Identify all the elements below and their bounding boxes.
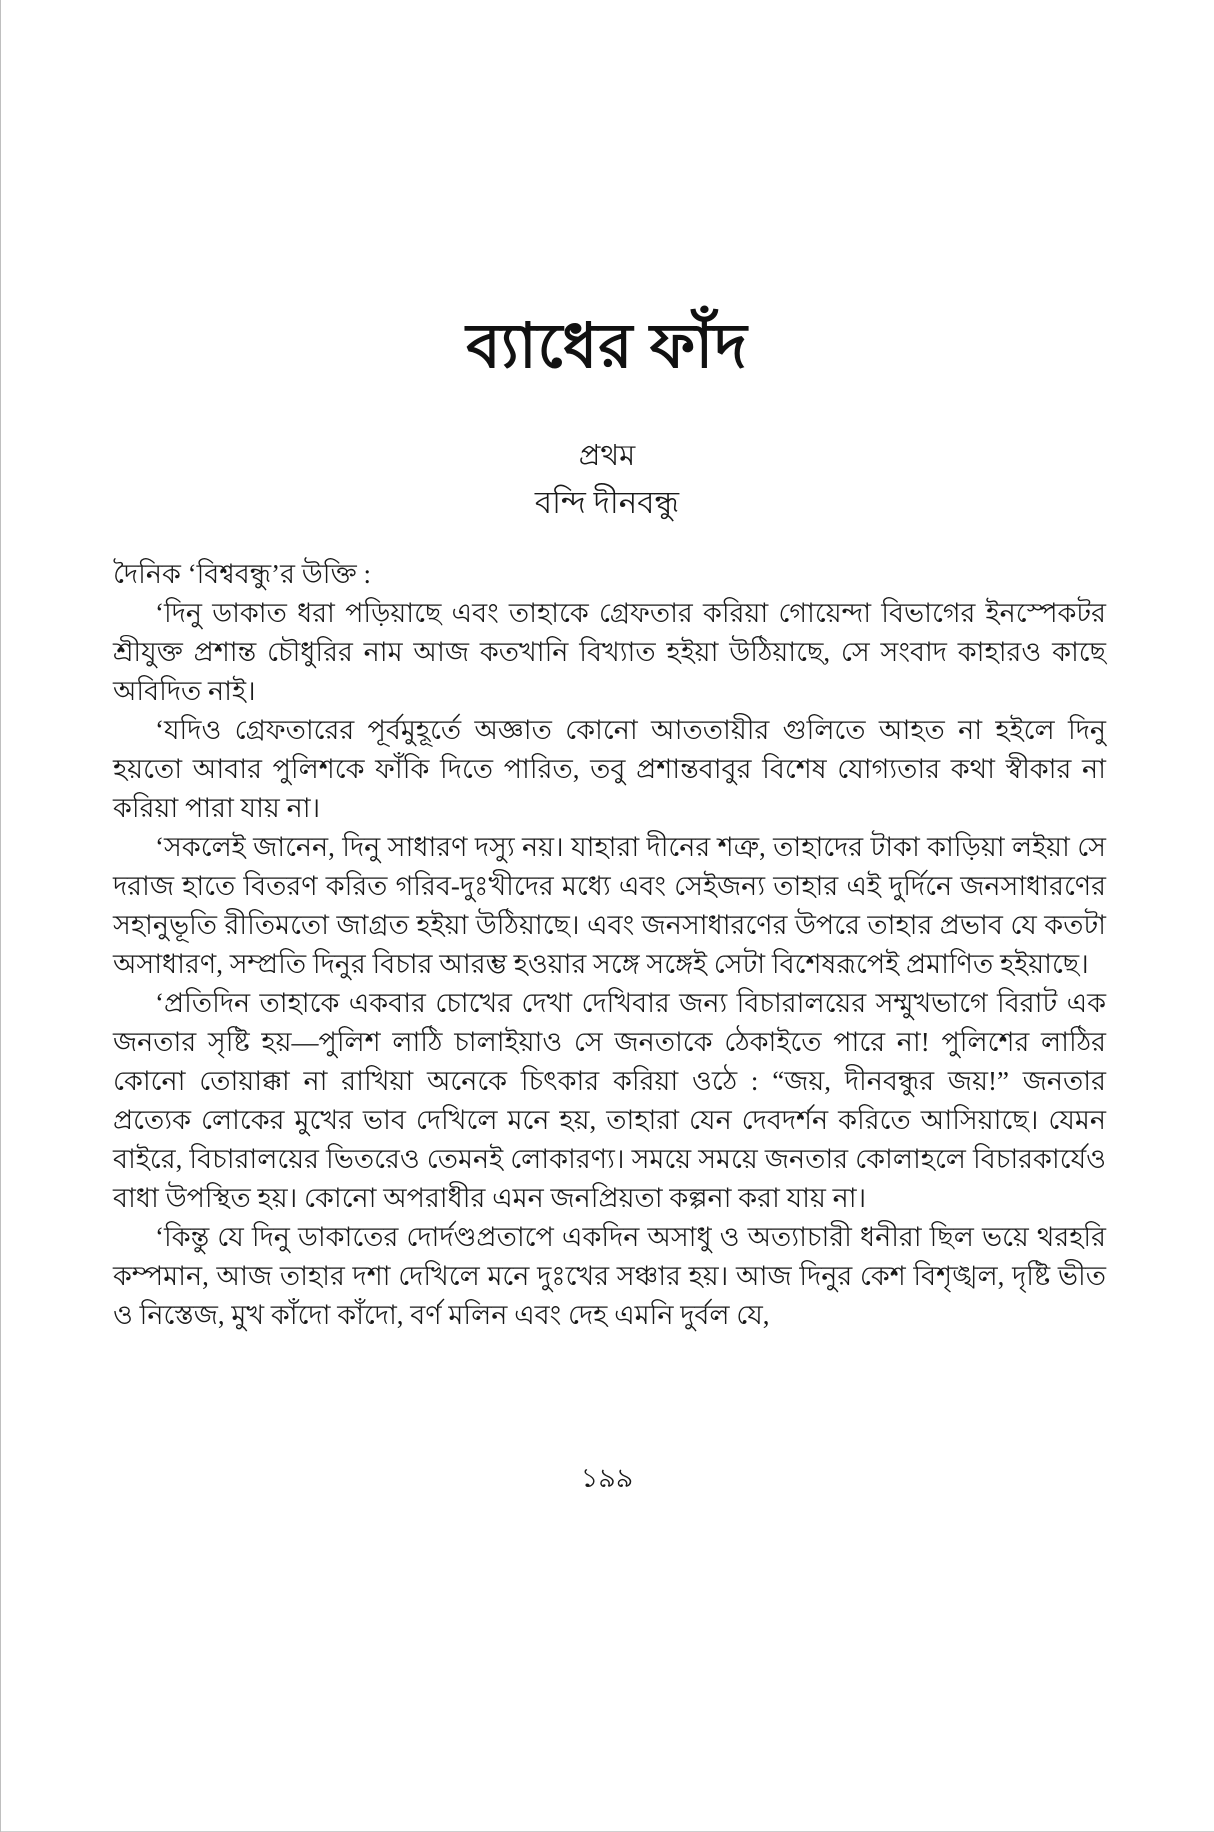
section-heading: প্রথম <box>578 440 636 473</box>
paragraph-6: ‘কিন্তু যে দিনু ডাকাতের দোর্দণ্ডপ্রতাপে একদিন অসাধু ও অত্যাচারী ধনীরা ছিল ভয়ে থরহরি কম্পমান, আজ তাহার দশা দেখিলে মনে দুঃখের সঞ্চার হয়। আজ দিনুর কেশ বিশৃঙ্খল, দৃষ্টি ভীত ও নিস্তেজ, মুখ কাঁদো কাঁদো, বর্ণ মলিন এবং দেহ এমনি দুর্বল যে, <box>113 1222 1106 1331</box>
page-title: ব্যাধের ফাঁদ <box>466 313 748 381</box>
paragraph-5: ‘প্রতিদিন তাহাকে একবার চোখের দেখা দেখিবার জন্য বিচারালয়ের সম্মুখভাগে বিরাট এক জনতার সৃষ্টি হয়—পুলিশ লাঠি চালাইয়াও সে জনতাকে ঠেকাইতে পারে না! পুলিশের লাঠির কোনো তোয়াক্কা না রাখিয়া অনেকে চিৎকার করিয়া ওঠে : “জয়, দীনবন্ধুর জয়!” জনতার প্রত্যেক লোকের মুখের ভাব দেখিলে মনে হয়, তাহারা যেন দেবদর্শন করিতে আসিয়াছে। যেমন বাইরে, বিচারালয়ের ভিতরেও তেমনই লোকারণ্য। সময়ে সময়ে জনতার কোলাহলে বিচারকার্যেও বাধা উপস্থিত হয়। কোনো অপরাধীর এমন জনপ্রিয়তা কল্পনা করা যায় না। <box>113 988 1106 1214</box>
paragraph-3: ‘যদিও গ্রেফতারের পূর্বমুহূর্তে অজ্ঞাত কোনো আততায়ীর গুলিতে আহত না হইলে দিনু হয়তো আবার পুলিশকে ফাঁকি দিতে পারিত, তবু প্রশান্তবাবুর বিশেষ যোগ্যতার কথা স্বীকার না করিয়া পারা যায় না। <box>113 715 1106 824</box>
paragraph-1: দৈনিক ‘বিশ্ববন্ধু’র উক্তি : <box>113 559 371 590</box>
page-number: ১৯৯ <box>580 1463 634 1493</box>
paragraph-4: ‘সকলেই জানেন, দিনু সাধারণ দস্যু নয়। যাহারা দীনের শত্রু, তাহাদের টাকা কাড়িয়া লইয়া সে দরাজ হাতে বিতরণ করিত গরিব-দুঃখীদের মধ্যে এবং সেইজন্য তাহার এই দুর্দিনে জনসাধারণের সহানুভূতি রীতিমতো জাগ্রত হইয়া উঠিয়াছে। এবং জনসাধারণের উপরে তাহার প্রভাব যে কতটা অসাধারণ, সম্প্রতি দিনুর বিচার আরম্ভ হওয়ার সঙ্গে সঙ্গেই সেটা বিশেষরূপেই প্রমাণিত হইয়াছে। <box>113 832 1106 980</box>
body-text <box>0 555 1214 1335</box>
chapter-heading: বন্দি দীনবন্ধু <box>534 485 680 521</box>
paragraph-2: ‘দিনু ডাকাত ধরা পড়িয়াছে এবং তাহাকে গ্রেফতার করিয়া গোয়েন্দা বিভাগের ইনস্পেকটর শ্রীযুক্ত প্রশান্ত চৌধুরির নাম আজ কতখানি বিখ্যাত হইয়া উঠিয়াছে, সে সংবাদ কাহারও কাছে অবিদিত নাই। <box>113 598 1106 707</box>
